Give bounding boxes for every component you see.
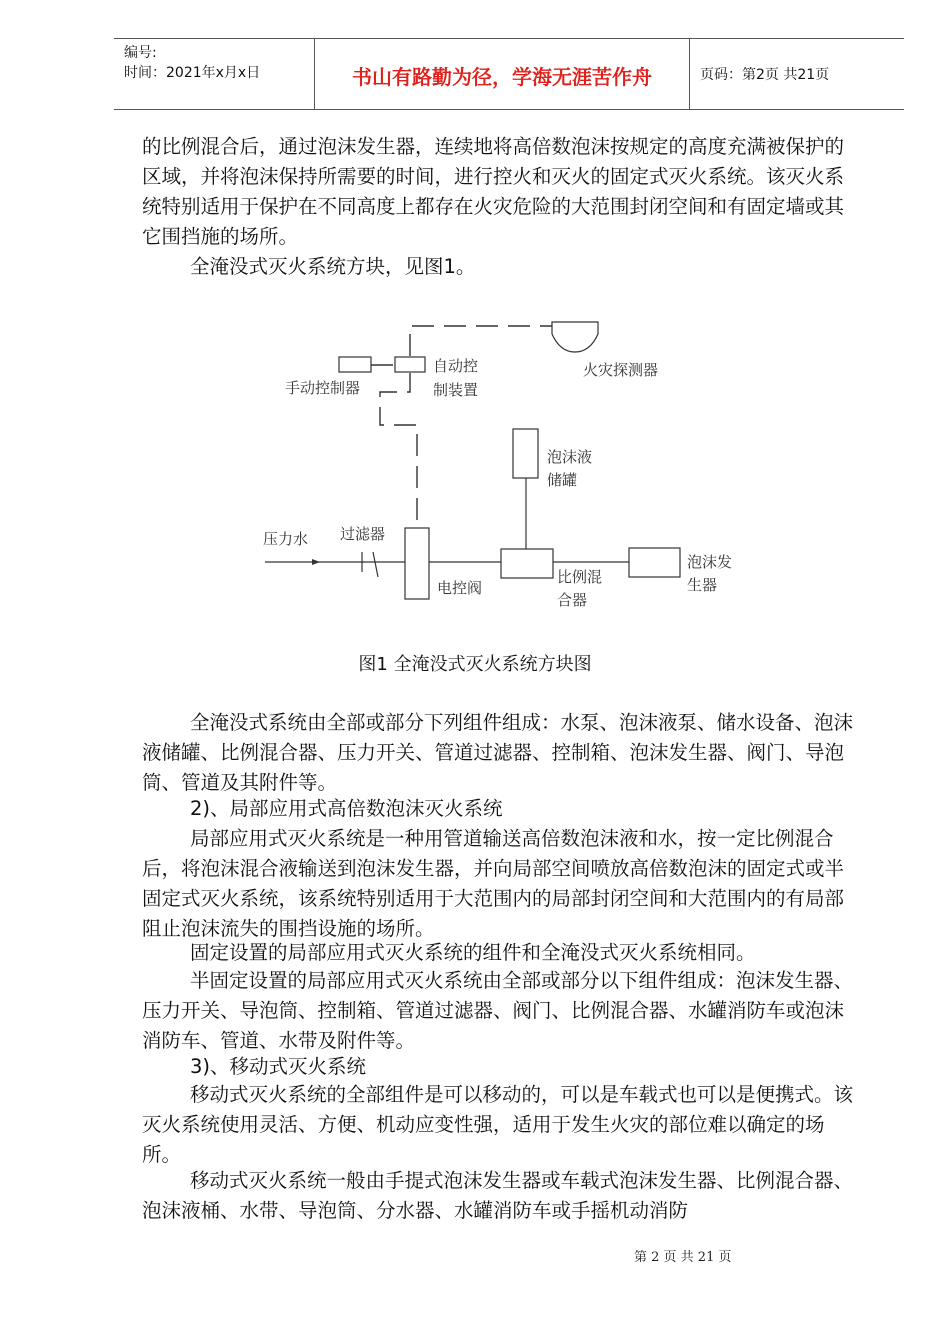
manual-controller-label: 手动控制器	[285, 379, 361, 397]
time-label: 时间：2021年x月x日	[124, 65, 261, 81]
filter-mark-2	[373, 552, 378, 577]
foam-generator-label-1: 泡沫发	[687, 553, 733, 571]
foam-tank-box	[513, 429, 538, 478]
paragraph-3: 全淹没式系统由全部或部分下列组件组成：水泵、泡沫液泵、储水设备、泡沫液储罐、比例混合器、压力开关、管道过滤器、控制箱、泡沫发生器、阀门、导泡筒、管道及其附件等。	[142, 711, 854, 794]
paragraph-1: 的比例混合后，通过泡沫发生器，连续地将高倍数泡沫按规定的高度充满被保护的区域，并将泡沫保持所需要的时间，进行控火和灭火的固定式灭火系统。该灭火系统特别适用于保护在不同高度上都存在火灾危险的大范围封闭空间和有固定墙或其它围挡施的场所。	[142, 135, 845, 248]
page-footer: 第 2 页 共 21 页	[634, 1250, 732, 1265]
pressure-water-label: 压力水	[263, 530, 309, 548]
paragraph-2: 全淹没式灭火系统方块，见图1。	[190, 255, 476, 278]
solenoid-valve-label: 电控阀	[437, 579, 483, 597]
filter-label: 过滤器	[340, 525, 386, 543]
dashed-link-valve	[380, 373, 417, 528]
section-heading-3: 3)、移动式灭火系统	[190, 1055, 367, 1078]
foam-generator-label-2: 生器	[687, 576, 718, 594]
paragraph-9: 移动式灭火系统的全部组件是可以移动的，可以是车载式也可以是便携式。该灭火系统使用灵活、方便、机动应变性强，适用于发生火灾的部位难以确定的场所。	[142, 1083, 854, 1166]
system-block-diagram	[0, 0, 950, 640]
figure-caption: 图1 全淹没式灭火系统方块图	[358, 654, 592, 675]
auto-control-label-1: 自动控	[433, 357, 479, 375]
motto: 书山有路勤为径，学海无涯苦作舟	[352, 65, 652, 89]
solenoid-valve-box	[405, 528, 429, 599]
foam-generator-box	[629, 548, 680, 577]
paragraph-6: 固定设置的局部应用式灭火系统的组件和全淹没式灭火系统相同。	[190, 941, 756, 964]
manual-controller-box	[339, 357, 371, 372]
auto-control-label-2: 制装置	[433, 381, 479, 399]
flow-arrow-icon	[312, 559, 320, 565]
foam-tank-label-1: 泡沫液	[547, 448, 593, 466]
fire-detector-label: 火灾探测器	[583, 361, 659, 379]
foam-tank-label-2: 储罐	[547, 471, 578, 489]
fire-detector-symbol	[552, 322, 598, 352]
auto-control-box	[395, 357, 425, 372]
section-heading-2: 2)、局部应用式高倍数泡沫灭火系统	[190, 797, 503, 820]
paragraph-7: 半固定设置的局部应用式灭火系统由全部或部分以下组件组成：泡沫发生器、压力开关、导泡筒、控制箱、管道过滤器、阀门、比例混合器、水罐消防车或泡沫消防车、管道、水带及附件等。	[142, 969, 854, 1052]
proportioner-label-2: 合器	[557, 591, 588, 609]
paragraph-5: 局部应用式灭火系统是一种用管道输送高倍数泡沫液和水，按一定比例混合后，将泡沫混合液输送到泡沫发生器，并向局部空间喷放高倍数泡沫的固定式或半固定式灭火系统，该系统特别适用于大范围内的局部封闭空间和大范围内的有局部阻止泡沫流失的围挡设施的场所。	[142, 827, 845, 940]
dashed-link-detector	[410, 326, 552, 356]
proportioner-box	[501, 549, 553, 578]
proportioner-label-1: 比例混	[557, 568, 603, 586]
page-label: 页码：第2页 共21页	[700, 67, 830, 83]
number-label: 编号:	[124, 45, 157, 61]
paragraph-10: 移动式灭火系统一般由手提式泡沫发生器或车载式泡沫发生器、比例混合器、泡沫液桶、水带、导泡筒、分水器、水罐消防车或手摇机动消防	[142, 1169, 854, 1222]
